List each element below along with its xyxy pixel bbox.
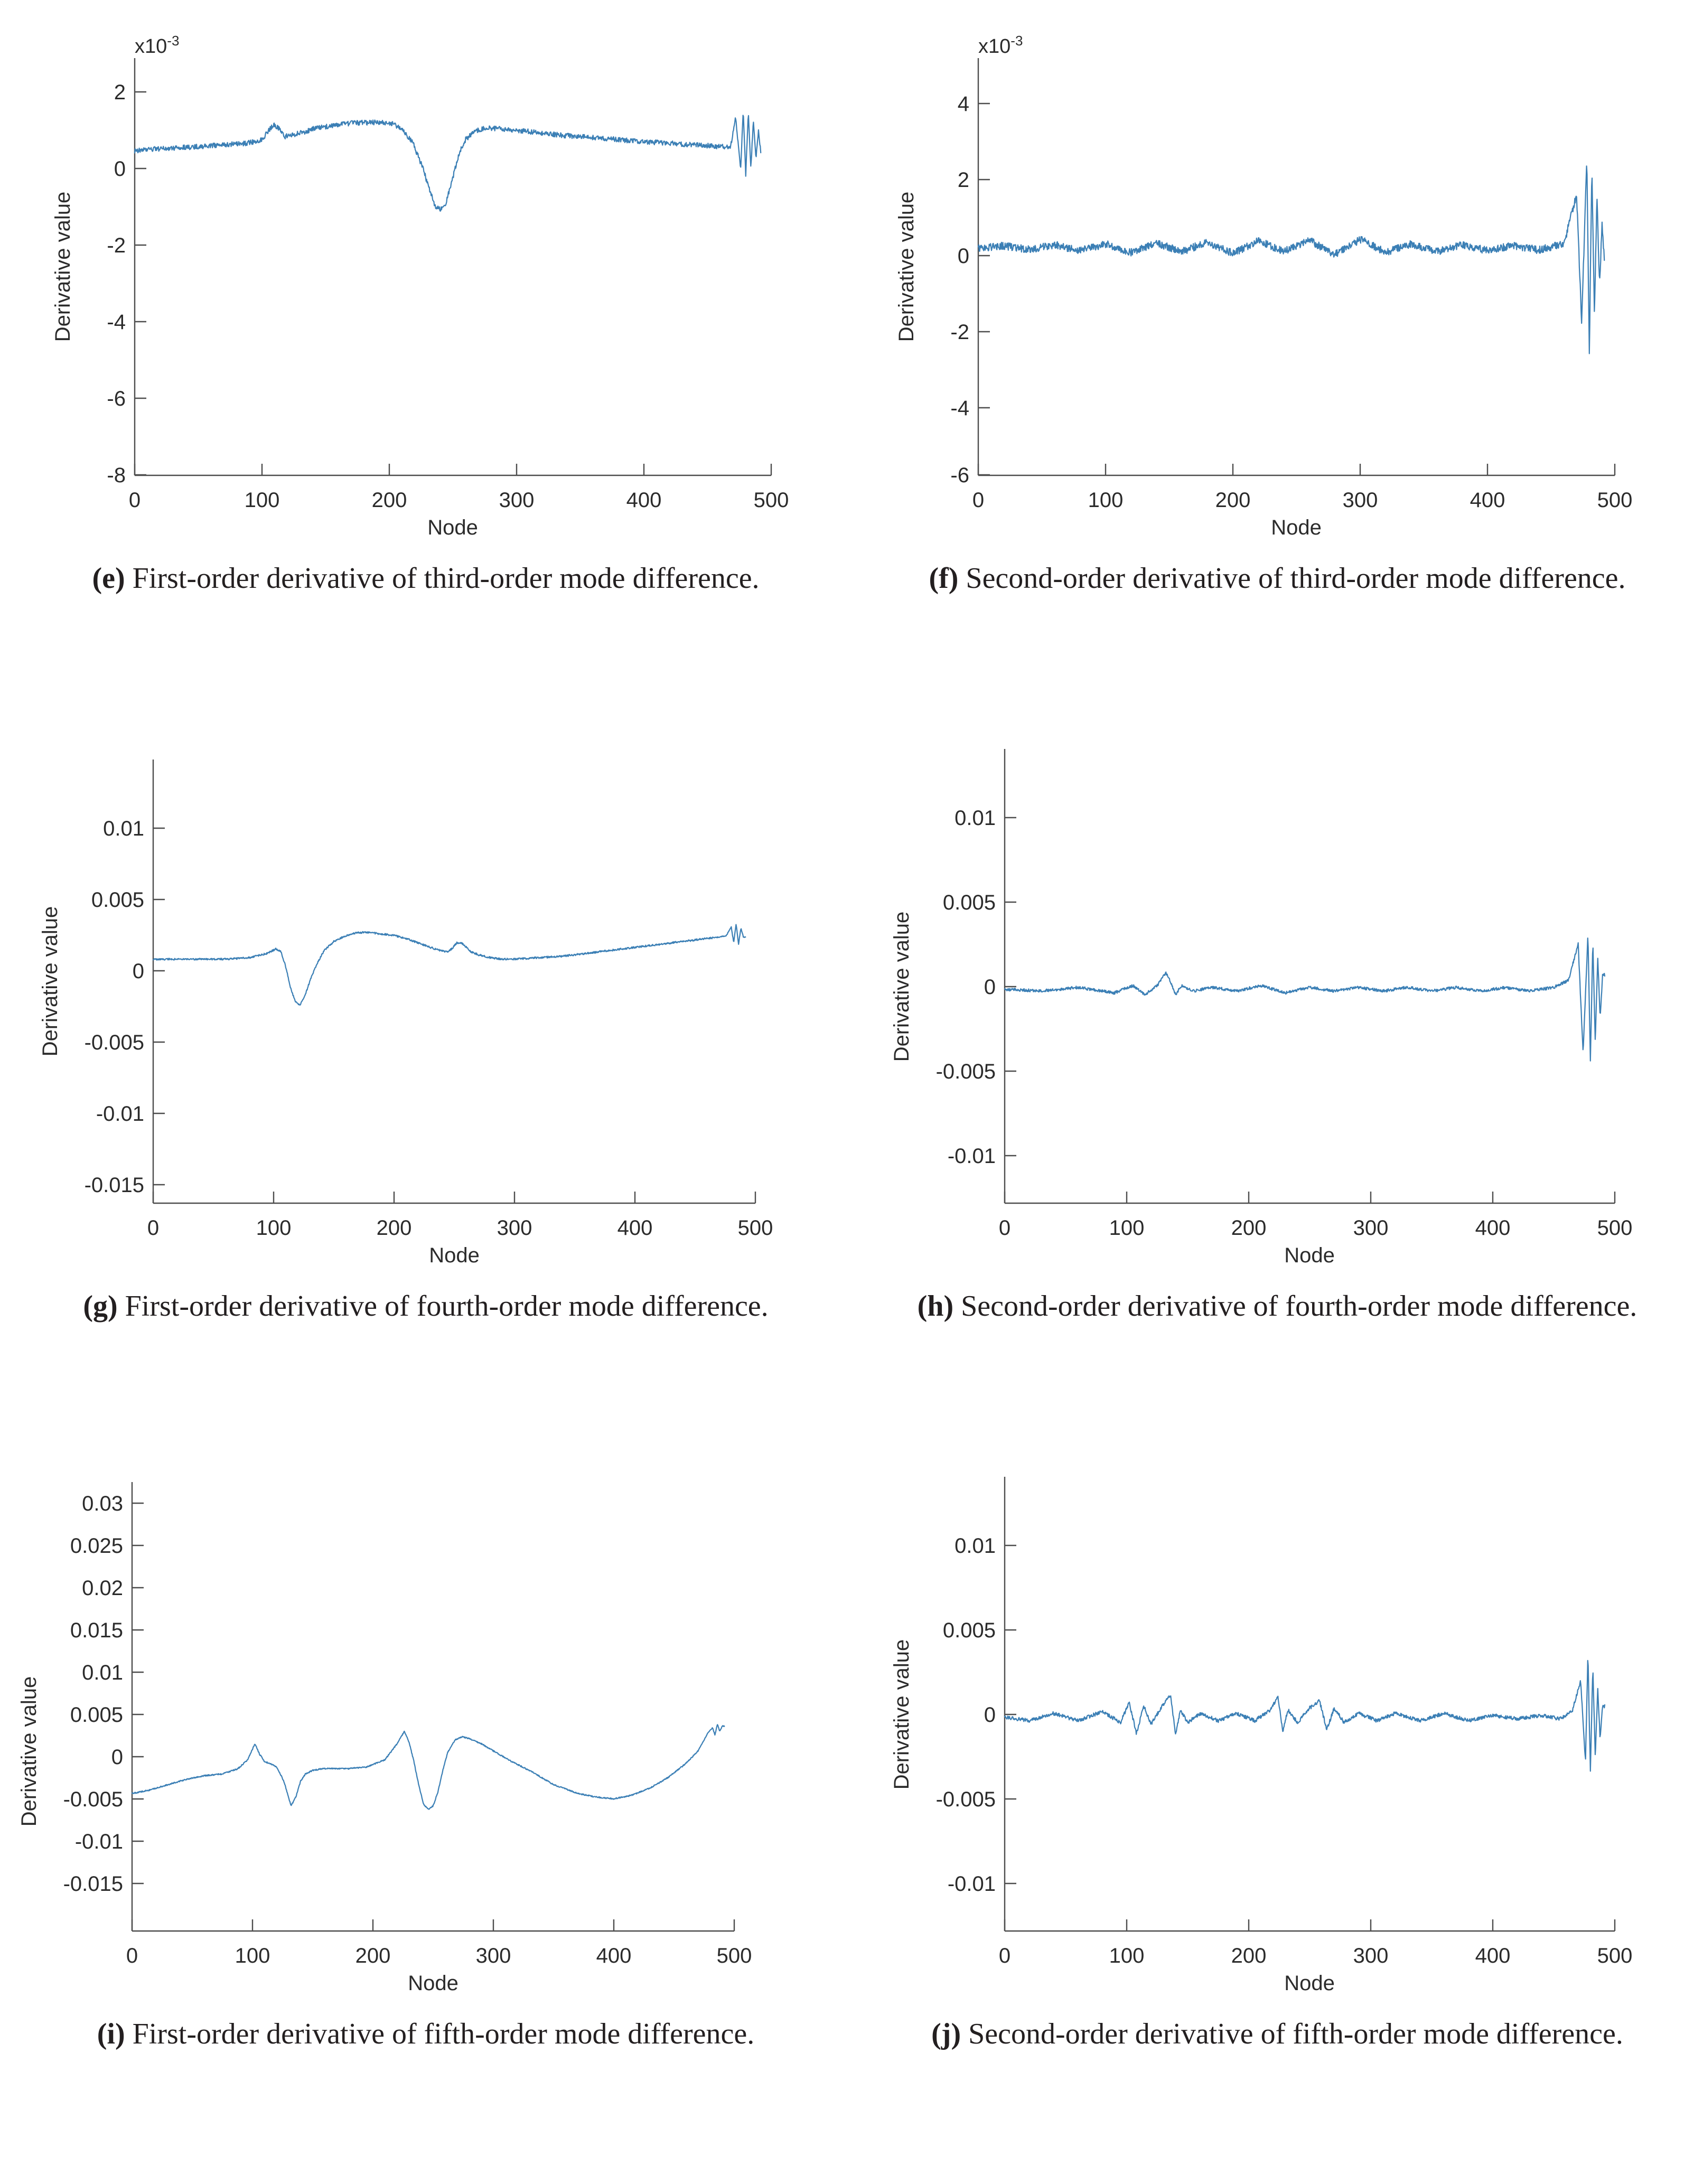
caption-h-text: Second-order derivative of fourth-order mode difference.	[961, 1290, 1638, 1323]
chart-f	[852, 0, 1703, 560]
svg-text:500: 500	[737, 1216, 773, 1240]
svg-text:0.01: 0.01	[955, 807, 996, 830]
chart-i-xticks	[126, 1919, 752, 1967]
svg-text:-0.01: -0.01	[74, 1830, 123, 1853]
caption-e-label: (e)	[92, 562, 125, 595]
svg-text:500: 500	[1597, 1216, 1633, 1240]
svg-text:300: 300	[499, 489, 535, 512]
svg-text:0: 0	[126, 1944, 138, 1967]
svg-text:400: 400	[1475, 1944, 1511, 1967]
svg-text:100: 100	[244, 489, 280, 512]
caption-e-text: First-order derivative of third-order mode difference.	[132, 562, 760, 595]
svg-text:2: 2	[114, 81, 126, 104]
svg-text:400: 400	[1470, 489, 1505, 512]
svg-text:0: 0	[984, 976, 996, 999]
chart-e-yticks	[107, 81, 146, 487]
chart-j-series-0	[1005, 1661, 1605, 1771]
caption-h	[852, 1288, 1703, 1326]
caption-g-label: (g)	[83, 1290, 118, 1323]
chart-j-xlabel: Node	[1284, 1972, 1335, 1995]
caption-i-label: (i)	[97, 2018, 125, 2050]
svg-text:200: 200	[1231, 1216, 1267, 1240]
chart-h	[852, 728, 1703, 1288]
chart-i-svg	[0, 1456, 852, 2016]
chart-f-yticks	[950, 92, 990, 487]
svg-text:0.005: 0.005	[91, 888, 144, 912]
caption-f	[852, 560, 1703, 598]
caption-j-label: (j)	[931, 2018, 961, 2050]
svg-text:0.01: 0.01	[82, 1661, 123, 1684]
chart-h-xlabel: Node	[1284, 1244, 1335, 1267]
svg-text:2: 2	[957, 168, 969, 192]
svg-text:-0.005: -0.005	[935, 1788, 996, 1811]
svg-text:200: 200	[355, 1944, 391, 1967]
chart-e-exponent: $x10^{-3}$	[135, 33, 180, 58]
chart-f-xlabel: Node	[1271, 516, 1322, 539]
chart-i-series-0	[132, 1724, 724, 1809]
chart-f-series-0	[978, 166, 1604, 353]
svg-text:300: 300	[1353, 1216, 1389, 1240]
svg-text:500: 500	[1597, 489, 1633, 512]
svg-text:300: 300	[475, 1944, 511, 1967]
chart-e-xlabel: Node	[427, 516, 478, 539]
svg-text:-2: -2	[107, 234, 126, 257]
svg-text:0.015: 0.015	[70, 1619, 123, 1642]
chart-j-xticks	[999, 1919, 1633, 1967]
svg-text:100: 100	[256, 1216, 292, 1240]
chart-g-svg	[0, 728, 852, 1288]
svg-text:300: 300	[1353, 1944, 1389, 1967]
svg-text:100: 100	[1109, 1216, 1145, 1240]
svg-text:0.01: 0.01	[103, 817, 144, 840]
svg-text:300: 300	[1342, 489, 1378, 512]
svg-text:200: 200	[371, 489, 407, 512]
chart-h-ylabel: Derivative value	[890, 911, 913, 1062]
svg-text:-0.01: -0.01	[947, 1872, 996, 1896]
svg-text:0.005: 0.005	[942, 1619, 996, 1642]
caption-i-text: First-order derivative of fifth-order mode difference.	[132, 2018, 755, 2050]
svg-text:500: 500	[753, 489, 789, 512]
svg-text:0: 0	[998, 1944, 1011, 1967]
chart-f-xticks	[972, 464, 1633, 512]
svg-text:0: 0	[128, 489, 141, 512]
svg-text:0.03: 0.03	[82, 1492, 123, 1515]
chart-h-xticks	[999, 1192, 1633, 1240]
svg-text:0.005: 0.005	[942, 891, 996, 914]
svg-text:-4: -4	[950, 397, 969, 420]
panel-j	[852, 1456, 1703, 2183]
svg-text:200: 200	[1231, 1944, 1267, 1967]
svg-text:-0.01: -0.01	[947, 1145, 996, 1168]
svg-text:-0.005: -0.005	[84, 1031, 144, 1054]
svg-text:400: 400	[596, 1944, 632, 1967]
svg-text:0: 0	[972, 489, 985, 512]
caption-g	[0, 1288, 852, 1326]
svg-text:0: 0	[998, 1216, 1011, 1240]
caption-e	[0, 560, 852, 598]
chart-g-series-0	[153, 925, 745, 1005]
caption-i	[0, 2016, 852, 2054]
svg-text:-4: -4	[107, 311, 126, 334]
panel-i	[0, 1456, 852, 2183]
chart-g-xticks	[147, 1192, 773, 1240]
svg-text:200: 200	[1215, 489, 1251, 512]
svg-text:400: 400	[626, 489, 662, 512]
svg-text:100: 100	[1109, 1944, 1145, 1967]
svg-text:-0.015: -0.015	[63, 1872, 123, 1896]
svg-text:0: 0	[984, 1703, 996, 1727]
panel-h	[852, 728, 1703, 1456]
chart-f-ylabel: Derivative value	[895, 191, 918, 342]
caption-j	[852, 2016, 1703, 2054]
svg-text:0: 0	[114, 157, 126, 181]
svg-text:0.005: 0.005	[70, 1703, 123, 1727]
svg-text:200: 200	[376, 1216, 412, 1240]
chart-h-svg	[852, 728, 1703, 1288]
svg-text:0: 0	[957, 245, 969, 268]
panel-e	[0, 0, 852, 728]
svg-text:-6: -6	[950, 464, 969, 487]
svg-text:4: 4	[957, 92, 969, 116]
chart-e-xticks	[129, 464, 789, 512]
svg-text:-6: -6	[107, 387, 126, 410]
chart-e-series-0	[135, 115, 761, 211]
svg-text:-0.015: -0.015	[84, 1174, 144, 1197]
svg-text:0: 0	[111, 1746, 123, 1769]
chart-f-exponent: $x10^{-3}$	[978, 33, 1023, 58]
caption-f-label: (f)	[929, 562, 959, 595]
chart-i-ylabel: Derivative value	[17, 1676, 41, 1827]
svg-text:-0.01: -0.01	[96, 1102, 144, 1126]
svg-text:0: 0	[132, 960, 144, 983]
svg-text:100: 100	[1088, 489, 1124, 512]
svg-text:500: 500	[716, 1944, 752, 1967]
svg-text:0.02: 0.02	[82, 1577, 123, 1600]
chart-j-svg	[852, 1456, 1703, 2016]
chart-e-ylabel: Derivative value	[51, 191, 74, 342]
svg-text:-2: -2	[950, 321, 969, 344]
chart-i-xlabel: Node	[408, 1972, 458, 1995]
svg-text:300: 300	[497, 1216, 532, 1240]
panel-f	[852, 0, 1703, 728]
panel-g	[0, 728, 852, 1456]
chart-h-series-0	[1005, 938, 1605, 1061]
chart-f-svg	[852, 0, 1703, 560]
svg-text:400: 400	[1475, 1216, 1511, 1240]
chart-g	[0, 728, 852, 1288]
svg-text:0: 0	[147, 1216, 160, 1240]
chart-j	[852, 1456, 1703, 2016]
caption-h-label: (h)	[917, 1290, 954, 1323]
chart-e-svg	[0, 0, 852, 560]
svg-text:400: 400	[617, 1216, 653, 1240]
chart-g-xlabel: Node	[429, 1244, 480, 1267]
svg-text:-0.005: -0.005	[935, 1060, 996, 1083]
chart-e	[0, 0, 852, 560]
caption-g-text: First-order derivative of fourth-order mode difference.	[125, 1290, 769, 1323]
svg-text:0.025: 0.025	[70, 1534, 123, 1558]
svg-text:500: 500	[1597, 1944, 1633, 1967]
svg-text:100: 100	[235, 1944, 270, 1967]
svg-text:0.01: 0.01	[955, 1534, 996, 1558]
caption-j-text: Second-order derivative of fifth-order mode difference.	[968, 2018, 1623, 2050]
svg-text:-8: -8	[107, 464, 126, 487]
svg-text:-0.005: -0.005	[63, 1788, 123, 1811]
chart-i	[0, 1456, 852, 2016]
caption-f-text: Second-order derivative of third-order mode difference.	[966, 562, 1626, 595]
chart-j-ylabel: Derivative value	[890, 1639, 913, 1790]
chart-g-ylabel: Derivative value	[39, 906, 62, 1057]
